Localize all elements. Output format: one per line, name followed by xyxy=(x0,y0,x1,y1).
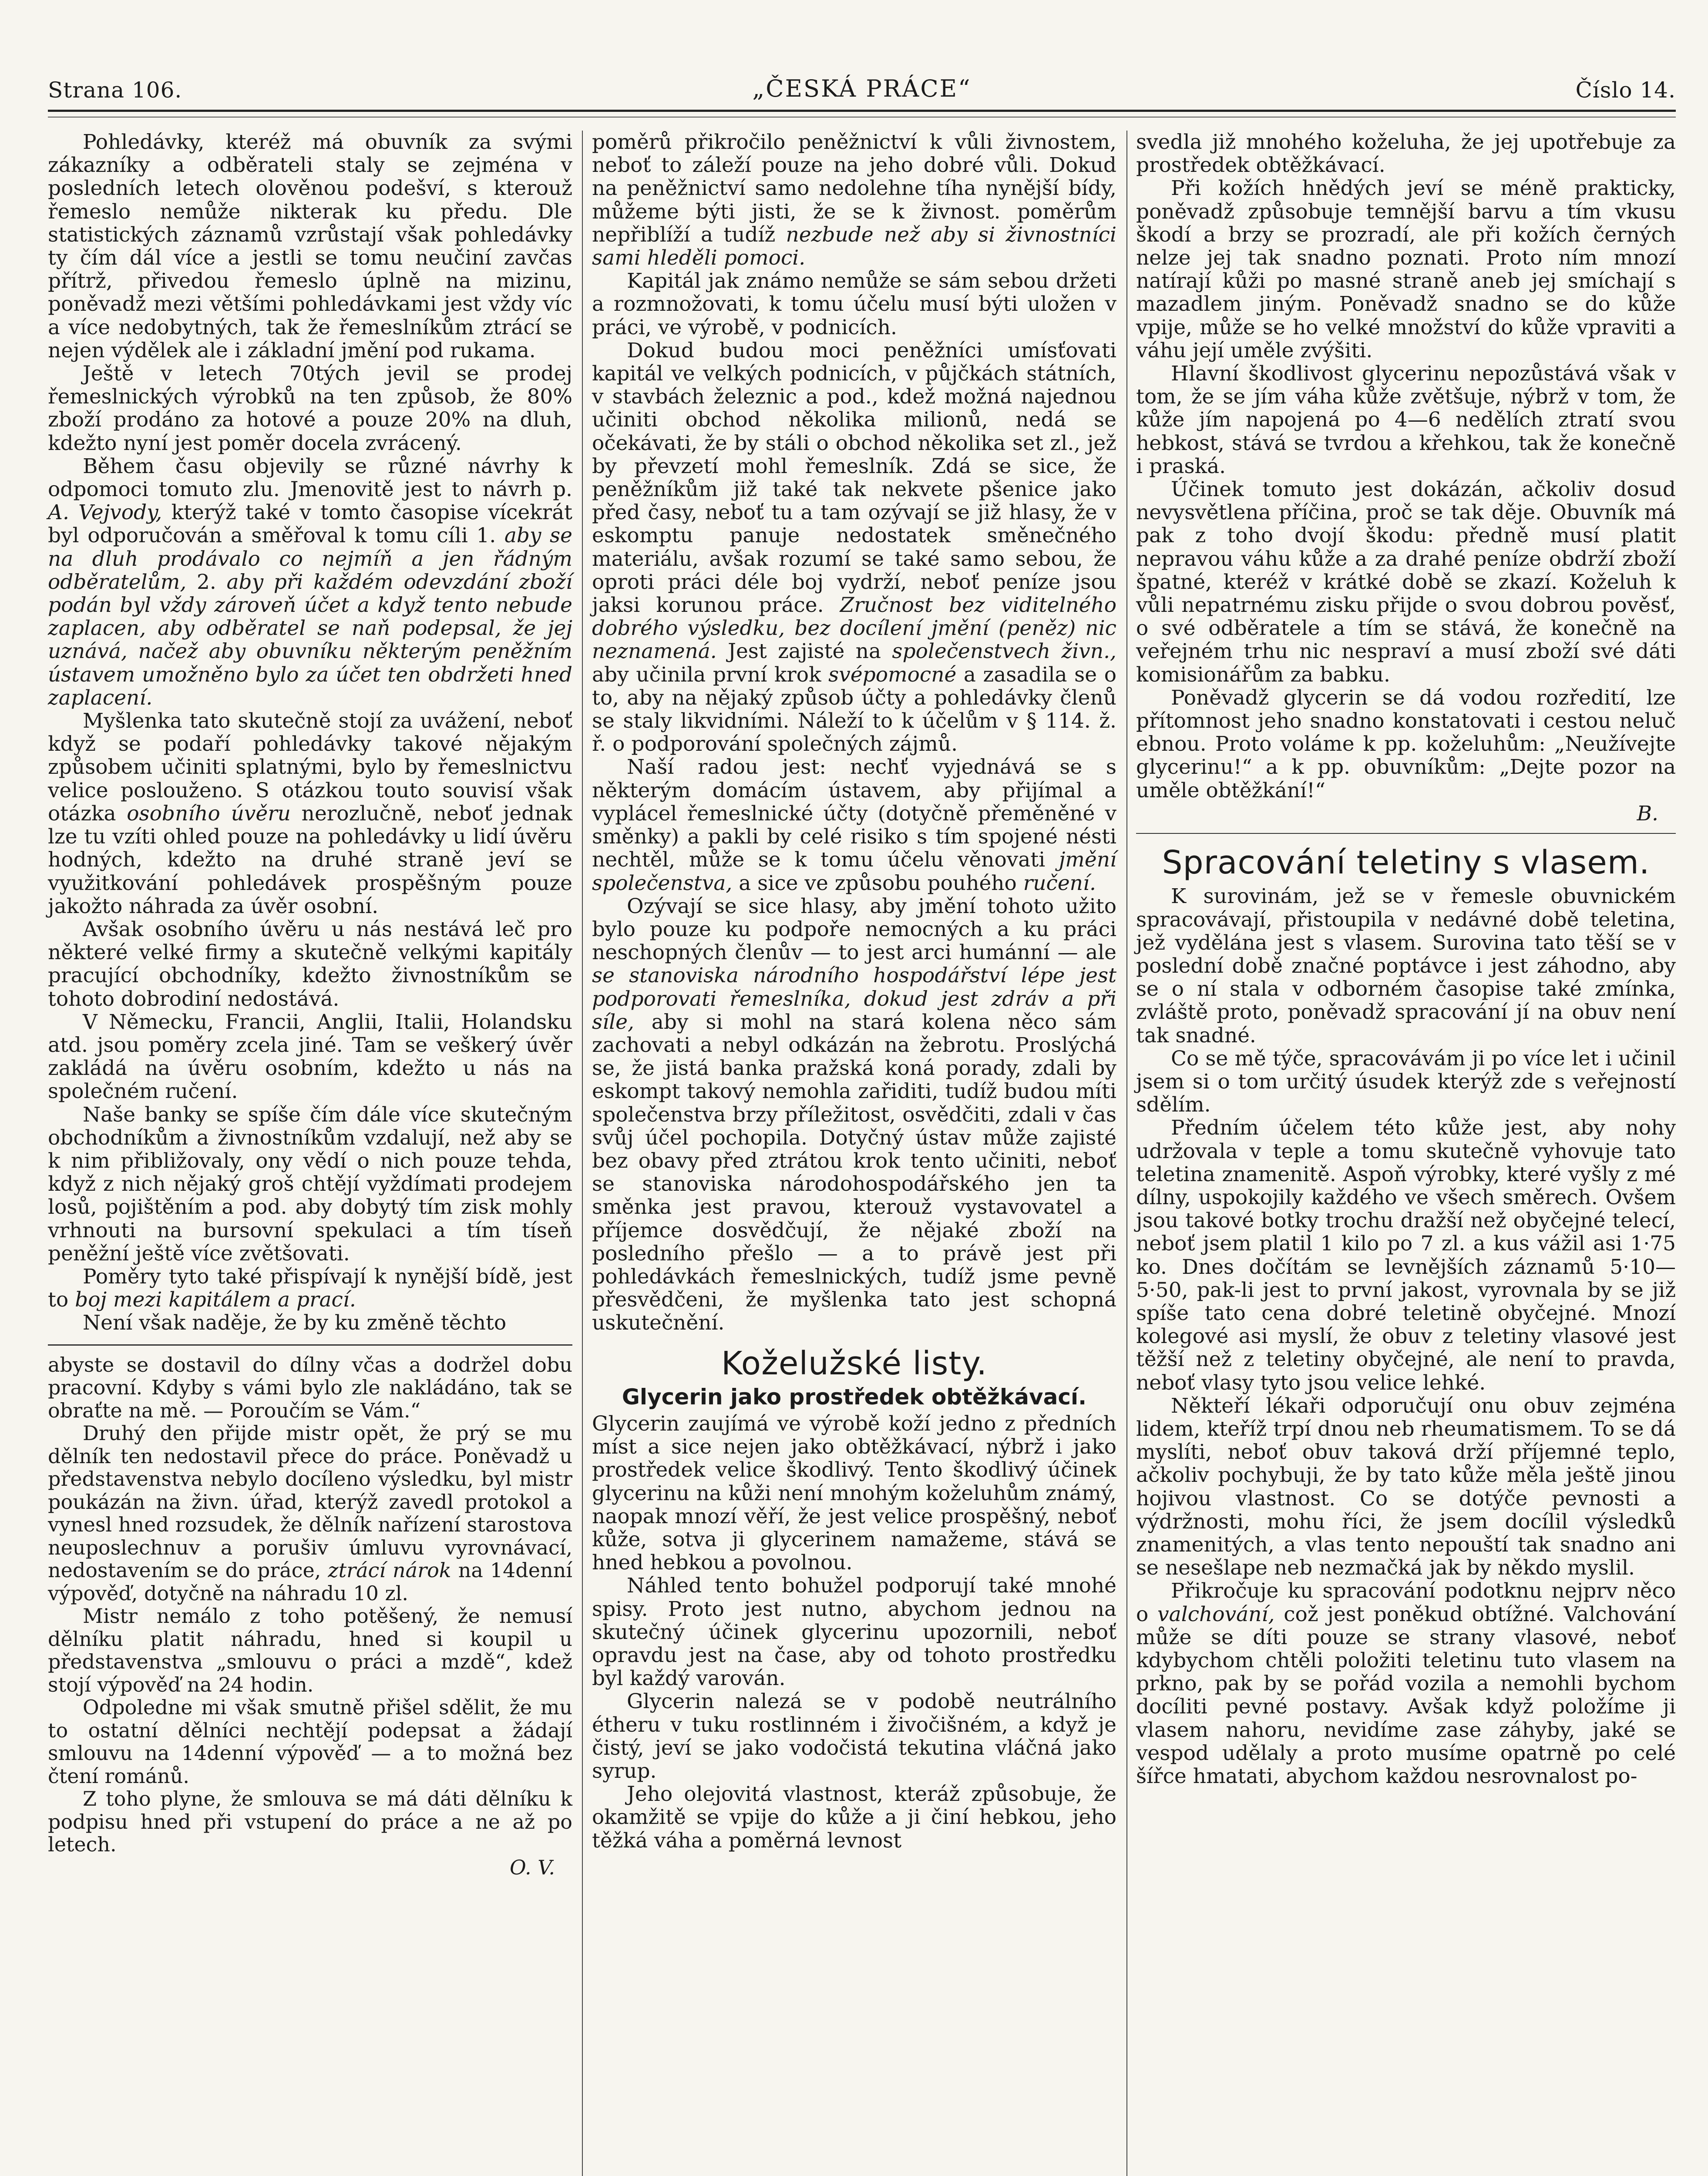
paragraph: Mistr nemálo z toho potěšený, že nemusí dělníku platit náhradu, hned si koupil u představenstva „smlouvu o práci a mzdě“, kdež stojí výpověď na 24 hodin. xyxy=(48,1604,572,1696)
paragraph: V Německu, Francii, Anglii, Italii, Holandsku atd. jsou poměry zcela jiné. Tam se veškerý úvěr zakládá na úvěru osobním, kdežto u nás na společném ručení. xyxy=(48,1010,572,1104)
paragraph: Myšlenka tato skutečně stojí za uvážení, neboť když se podaří pohledávky takové nějakým způsobem učiniti splatnými, bylo by řemeslnictvu velice poslouženo. S otázkou touto souvisí však otázka osobního úvěru nerozlučně, neboť jednak lze tu vzíti ohled pouze na pohledávky u lidí úvěru hodných, kdežto na druhé straně jeví se využitkování pohledávek prospěšným pouze jakožto náhrada za úvěr osobní. xyxy=(48,709,572,918)
paragraph: Předním účelem této kůže jest, aby nohy udržovala v teple a tomu skutečně vyhovuje tato teletina znamenitě. Aspoň výrobky, které vyšly z mé dílny, uspokojily každého ve všech směrech. Ovšem jsou takové botky trochu dražší než obyčejné telecí, neboť jsem platil 1 kilo po 7 zl. a kus vážil asi 1·75 ko. Dnes dočítám se levnějších záznamů 5·10—5·50, pak-li jest to první jakost, vyrovnala by se již spíše tato cena dobré teletině obyčejné. Mnozí kolegové asi myslí, že obuv z teletiny vlasové jest těžší než z teletiny obyčejné, ale není to pravda, neboť vlasy tyto jsou velice lehké. xyxy=(1136,1116,1676,1395)
paragraph: Během času objevily se různé návrhy k odpomoci tomuto zlu. Jmenovitě jest to návrh p. A. Vejvody, kterýž také v tomto časopise vícekrát byl odporučován a směřoval k tomu cíli 1. aby se na dluh prodávalo co nejmíň a jen řádným odběratelům, 2. aby při každém odevzdání zboží podán byl vždy zároveň účet a když tento nebude zaplacen, aby odběratel se naň podepsal, že jej uznává, načež aby obuvníku některým peněžním ústavem umožněno bylo za účet ten obdržeti hned zaplacení. xyxy=(48,454,572,710)
column-divider-1 xyxy=(582,131,583,2176)
paragraph: Někteří lékaři odporučují onu obuv zejména lidem, kteříž trpí dnou neb rheumatismem. To se dá myslíti, neboť obuv taková drží příjemné teplo, ačkoliv pochybuji, že by tato kůže měla ještě jinou hojivou vlastnost. Co se dotýče pevnosti a výdržnosti, mohu říci, že jsem docílil výsledků znamenitých, a vlas tento nepouští tak snadno ani se nesešlape neb nezmačká jak by někdo myslil. xyxy=(1136,1394,1676,1580)
paragraph: Druhý den přijde mistr opět, že prý se mu dělník ten nedostavil přece do práce. Poněvadž u představenstva nebylo docíleno výsledku, byl mistr poukázán na živn. úřad, kterýž zavedl protokol a vynesl hned rozsudek, že dělník nařízení starostova neuposlechnuv a porušiv úmluvu vyrovnávací, nedostavením se do práce, ztrácí nárok na 14denní výpověď, dotyčně na náhradu 10 zl. xyxy=(48,1421,572,1605)
paragraph: Dokud budou moci peněžníci umísťovati kapitál ve velkých podnicích, v půjčkách státních, v stavbách železnic a pod., kdež možná najednou učiniti obchod několika milionů, nedá se očekávati, že by stáli o obchod několika set zl., jež by převzetí mohl řemeslník. Zdá se sice, že peněžníkům již také tak nekvete pšenice jako před časy, neboť tu a tam ozývají se již hlasy, že v eskomptu panuje nedostatek směnečného materiálu, avšak rozumí se také samo sebou, že oproti práci déle boj vydrží, neboť peníze jsou jaksi korunou práce. Zručnost bez viditelného dobrého výsledku, bez docílení jmění (peněz) nic neznamená. Jest zajisté na společenstvech živn., aby učinila první krok svépomocné a zasadila se o to, aby na nějaký způsob účty a pohledávky členů se staly likvidními. Náleží to k účelům v § 114. ž. ř. o podporování společných zájmů. xyxy=(592,338,1117,756)
paragraph: poměrů přikročilo peněžnictví k vůli živnostem, neboť to záleží pouze na jeho dobré vůli. Dokud na peněžnictví samo nedolehne tíha nynější bídy, můžeme býti jisti, že se k živnost. poměrům nepřiblíží a tudíž nezbude než aby si živnostníci sami hleděli pomoci. xyxy=(592,130,1116,270)
letter-continuation xyxy=(48,1353,572,1879)
section-rule xyxy=(1136,833,1676,834)
paragraph: Kapitál jak známo nemůže se sám sebou držeti a rozmnožovati, k tomu účelu musí býti uložen v práci, ve výrobě, v podnicích. xyxy=(592,269,1116,339)
paragraph: Hlavní škodlivost glycerinu nepozůstává však v tom, že se jím váha kůže zvětšuje, nýbrž v tom, že kůže jím napojená po 4—6 nedělích ztratí svou hebkost, stává se tvrdou a křehkou, tak že konečně i praská. xyxy=(1136,362,1676,478)
paragraph: Glycerin nalezá se v podobě neutrálního étheru v tuku rostlinném i živočišném, a když je čistý, jeví se jako vodočistá tekutina vláčná jako syrup. xyxy=(592,1689,1116,1783)
paragraph: Náhled tento bohužel podporují také mnohé spisy. Proto jest nutno, abychom jednou na skutečný účinek glycerinu upozornili, neboť opravdu jest na čase, aby od tohoto prostředku byl každý varován. xyxy=(592,1574,1116,1691)
paragraph: Přikročuje ku spracování podotknu nejprv něco o valchování, což jest poněkud obtížné. Valchování může se díti pouze se strany vlasové, neboť kdybychom chtěli položiti teletinu tuto vlasem na prkno, pak by se pořád vozila a nemohli bychom docíliti pevné postavy. Avšak když položíme ji vlasem nahoru, nevidíme zase záhyby, jaké se vespod udělaly a proto musíme opatrně po celé šířce hmatati, abychom každou nesrovnalost po- xyxy=(1136,1579,1676,1789)
journal-title: „ČESKÁ PRÁCE“ xyxy=(752,75,972,102)
paragraph: Pohledávky, kteréž má obuvník za svými zákazníky a odběrateli staly se zejména v posledních letech olověnou podešví, s kterouž řemeslo nemůže nikterak ku předu. Dle statistických záznamů vzrůstají však pohledávky ty čím dál více a jestli se tomu neučiní zavčas přítrž, přivedou řemeslo úplně na mizinu, poněvadž mezi většími pohledávkami jest vždy víc a více nedobytných, tak že řemeslníkům ztrácí se nejen výdělek ale i základní jmění pod rukama. xyxy=(48,130,572,363)
column-1 xyxy=(48,131,572,1879)
paragraph: Ozývají se sice hlasy, aby jmění tohoto užito bylo pouze ku podpoře nemocných a ku práci neschopných členův — to jest arci humánní — ale se stanoviska národního hospodářství lépe jest podporovati řemeslníka, dokud jest zdráv a při síle, aby si mohl na stará kolena něco sám zachovati a nebyl odkázán na žebrotu. Proslýchá se, že jistá banka pražská koná porady, zdali by eskompt takový nemohla zařiditi, tudíž budou míti společenstva brzy příležitost, osvědčiti, zdali v čas svůj účel pochopila. Dotyčný ústav může zajisté bez obavy před ztrátou krok tento učiniti, neboť se stanoviska národohospodářského jen ta směnka jest pravou, kterouž vystavovatel a příjemce dosvědčují, že nějaké zboží na posledního přešlo — a to právě jest při pohledávkách řemeslnických, tudíž jsme pevně přesvědčeni, že myšlenka tato jest schopná uskutečnění. xyxy=(592,894,1116,1335)
signature: B. xyxy=(1637,801,1658,826)
paragraph: Avšak osobního úvěru u nás nestává leč pro některé velké firmy a skutečně velkými kapitály pracující obchodníky, kdežto živnostníkům se tohoto dobrodiní nedostává. xyxy=(48,917,572,1011)
paragraph: Co se mě týče, spracovávám ji po více let i učinil jsem si o tom určitý úsudek kterýž zde s veřejností sdělím. xyxy=(1136,1046,1676,1117)
signature: O. V. xyxy=(509,1855,555,1879)
paragraph: svedla již mnohého koželuha, že jej upotřebuje za prostředek obtěžkávací. xyxy=(1136,130,1676,178)
section-title: Koželužské listy. xyxy=(721,1344,988,1382)
paragraph: Ještě v letech 70tých jevil se prodej řemeslnických výrobků na ten způsob, že 80% zboží prodáno za hotové a pouze 20% na dluh, kdežto nyní jest poměr docela zvrácený. xyxy=(48,362,572,455)
paragraph: Z toho plyne, že smlouva se má dáti dělníku k podpisu hned při vstupení do práce a ne až po letech. xyxy=(48,1787,572,1857)
section-rule xyxy=(48,1344,572,1346)
paragraph: Není však naděje, že by ku změně těchto xyxy=(83,1311,507,1335)
paragraph: Poměry tyto také přispívají k nynější bídě, jest to boj mezi kapitálem a prací. xyxy=(48,1264,572,1312)
article-subtitle: Glycerin jako prostředek obtěžkávací. xyxy=(622,1384,1087,1410)
paragraph: Poněvadž glycerin se dá vodou rozředití, lze přítomnost jeho snadno konstatovati i cestou neluč ebnou. Proto voláme k pp. koželuhům: „Neužívejte glycerinu!“ a k pp. obuvníkům: „Dejte pozor na uměle obtěžkání!“ xyxy=(1136,685,1676,803)
header-rule-thin xyxy=(48,117,1676,118)
paragraph: Účinek tomuto jest dokázán, ačkoliv dosud nevysvětlena příčina, proč se tak děje. Obuvník má pak z toho dvojí škodu: předně musí platit nepravou váhu kůže a za drahé peníze obdrží zboží špatné, kteréž v krátké době se zkazí. Koželuh k vůli nepatrnému zisku přijde o svou dobrou pověsť, o své odběratele a tím se stává, že konečně na veřejném trhu nic nespraví a musí zboží své dáti komisionářům za babku. xyxy=(1136,477,1676,687)
paragraph: Naše banky se spíše čím dále více skutečným obchodníkům a živnostníkům vzdalují, než aby se k nim přibližovaly, ony vědí o nich pouze tehda, když z nich nějaký groš chtějí vyždímati prodejem losů, pojištěním a pod. aby dobytý tím zisk mohly vrhnouti na bursovní spekulaci a tím tíseň peněžní ještě více zvětšovati. xyxy=(48,1102,572,1266)
paragraph: Naší radou jest: nechť vyjednává se s některým domácím ústavem, aby přijímal a vyplácel řemeslnické účty (dotyčně přeměněné v směnky) a pakli by celé risiko s tím spojené nésti nechtěl, může se k tomu účelu věnovati jmění společenstva, a sice ve způsobu pouhého ručení. xyxy=(592,755,1116,895)
column-2 xyxy=(592,131,1116,1852)
paragraph: Jeho olejovitá vlastnost, kteráž způsobuje, že okamžitě se vpije do kůže a ji činí hebkou, jeho těžká váha a poměrná levnost xyxy=(592,1782,1116,1853)
column-3 xyxy=(1136,131,1676,1788)
header-rule xyxy=(48,110,1676,112)
issue-number: Číslo 14. xyxy=(1575,77,1676,103)
paragraph: abyste se dostavil do dílny včas a dodržel dobu pracovní. Kdyby s vámi bylo zle nakládáno, tak se obraťte na mě. — Poroučím se Vám.“ xyxy=(48,1353,572,1422)
column-divider-2 xyxy=(1126,131,1127,2176)
paragraph: Glycerin zaujímá ve výrobě koží jedno z předních míst a sice nejen jako obtěžkávací, nýbrž i jako prostředek velice škodlivý. Tento škodlivý účinek glycerinu na kůži není mnohým koželuhům známý, naopak mnozí věří, že jest velice prospěšný, neboť kůže, sotva ji glycerinem namažeme, stává se hned hebkou a povolnou. xyxy=(592,1411,1116,1575)
article-title: Spracování teletiny s vlasem. xyxy=(1162,844,1650,882)
paragraph: Při kožích hnědých jeví se méně prakticky, poněvadž způsobuje temnější barvu a tím vkusu škodí a brzy se prozradí, ale při kožích černých nelze jej tak snadno poznati. Proto ním mnozí natírají kůži po masné straně aneb jej smíchají s mazadlem jiným. Poněvadž snadno se do kůže vpije, může se ho velké množství do kůže vpraviti a váhu její uměle zvýšiti. xyxy=(1136,176,1676,363)
paragraph: K surovinám, jež se v řemesle obuvnickém spracovávají, přistoupila v nedávné době teletina, jež vydělána jest s vlasem. Surovina tato těší se v poslední době značné poptávce i jest záhodno, aby se o ní stala v odborném časopise také zmínka, zvláště proto, poněvadž spracování jí na obuv není tak snadné. xyxy=(1136,884,1676,1048)
paragraph: Odpoledne mi však smutně přišel sdělit, že mu to ostatní dělníci nechtějí podepsat a žádají smlouvu na 14denní výpověď — a to možná bez čtení románů. xyxy=(48,1696,572,1788)
page-header xyxy=(48,77,1676,112)
page-number: Strana 106. xyxy=(48,77,182,103)
